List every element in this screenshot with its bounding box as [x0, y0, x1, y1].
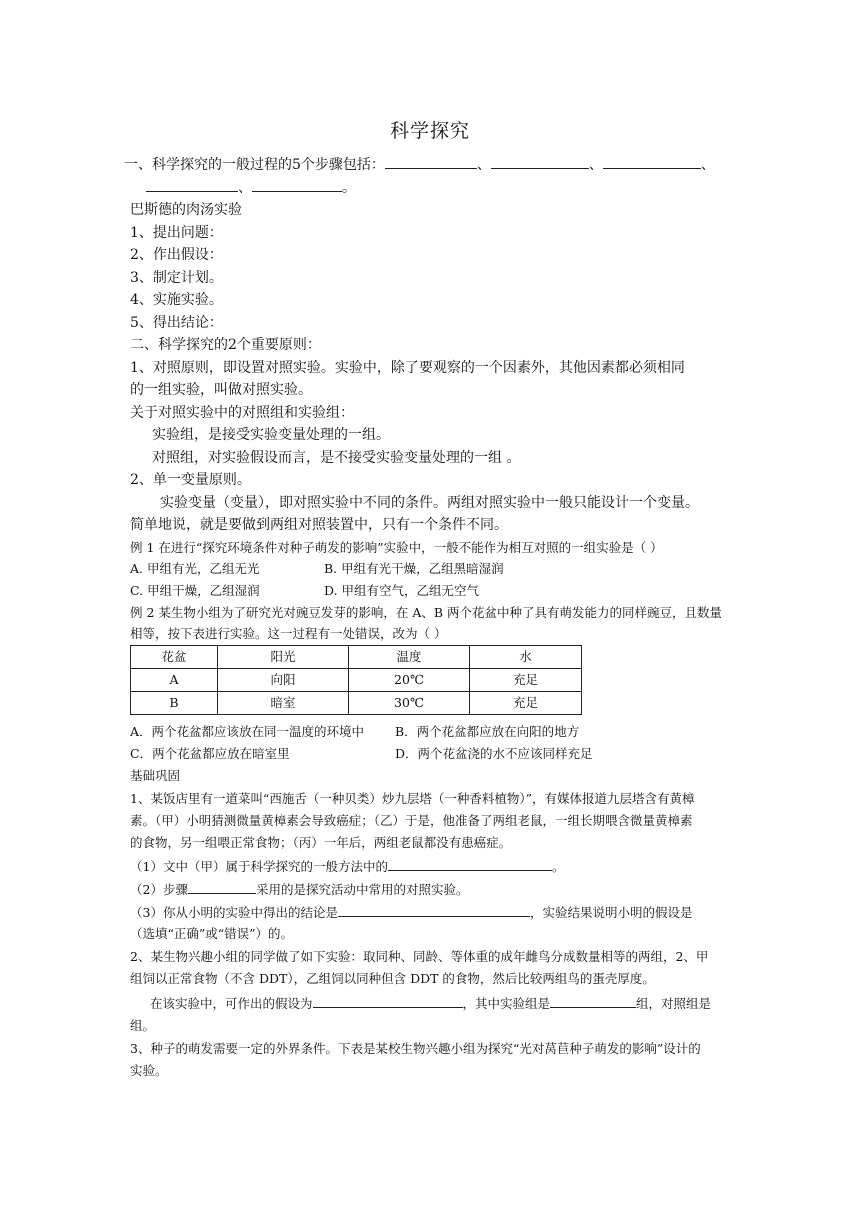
step-item: 1、提出问题：	[130, 225, 223, 241]
section2-paragraph: 简单地说，就是要做到两组对照装置中，只有一个条件不同。	[130, 517, 508, 533]
example2-question: 相等，按下表进行实验。这一过程有一处错误，改为（ ）	[130, 626, 447, 641]
section1-line2: 、 。	[146, 177, 356, 198]
example1-question: 例 1 在进行“探究环境条件对种子萌发的影响”实验中，一般不能作为相互对照的一组实验是（ ）	[130, 540, 663, 555]
answer-blank[interactable]	[313, 993, 463, 1008]
table-header: 温度	[349, 646, 470, 669]
question-2-answer-line: 在该实验中，可作出的假设为 ，其中实验组是 组，对照组是	[150, 993, 711, 1014]
section2-heading: 二、科学探究的2个重要原则：	[130, 337, 321, 353]
table-cell: B	[131, 692, 218, 715]
section2-paragraph: 实验组，是接受实验变量处理的一组。	[152, 427, 390, 443]
step-item: 2、作出假设：	[130, 247, 223, 263]
step-blank-4[interactable]	[146, 177, 238, 192]
question-2-text: 组饲以正常食物（不含 DDT），乙组饲以同种但含 DDT 的食物，然后比较两组鸟的蛋壳厚度。	[130, 971, 655, 986]
table-cell: 20℃	[349, 669, 470, 692]
example2-option-b: B．两个花盆都应放在向阳的地方	[395, 724, 580, 739]
experiment-table	[130, 645, 582, 715]
section1-line: 一、科学探究的一般过程的5个步骤包括： 、 、 、	[124, 154, 715, 175]
table-row	[131, 692, 582, 715]
step-item: 3、制定计划。	[130, 270, 223, 286]
answer-blank[interactable]	[388, 856, 552, 871]
example1-option-a: A. 甲组有光，乙组无光	[130, 561, 260, 576]
example2-option-c: C．两个花盆都应放在暗室里	[130, 746, 290, 761]
table-cell: 充足	[470, 692, 582, 715]
answer-blank[interactable]	[338, 902, 530, 917]
table-cell: 暗室	[218, 692, 349, 715]
example1-option-c: C. 甲组干燥，乙组湿润	[130, 583, 260, 598]
example1-option-b: B. 甲组有光干燥，乙组黑暗湿润	[324, 561, 504, 576]
section2-paragraph: 对照组，对实验假设而言，是不接受实验变量处理的一组 。	[152, 450, 521, 466]
question-1-sub-3-cont: （选填“正确”或“错误”）的。	[130, 926, 294, 941]
question-1-sub-2: （2）步骤 采用的是探究活动中常用的对照实验。	[130, 879, 468, 900]
example2-option-a: A．两个花盆都应该放在同一温度的环境中	[130, 724, 365, 739]
table-header-row	[131, 646, 582, 669]
question-3-text: 实验。	[130, 1063, 168, 1078]
question-1-text: 的食物，另一组喂正常食物；（丙）一年后，两组老鼠都没有患癌症。	[130, 835, 512, 850]
table-header: 阳光	[218, 646, 349, 669]
consolidate-heading: 基础巩固	[130, 768, 181, 783]
section2-paragraph: 1、对照原则，即设置对照实验。实验中，除了要观察的一个因素外，其他因素都必须相同	[130, 360, 685, 376]
page-title: 科学探究	[389, 120, 470, 142]
example1-option-d: D. 甲组有空气，乙组无空气	[324, 583, 480, 598]
question-1-text: 素。（甲）小明猜测微量黄樟素会导致癌症；（乙）于是，他准备了两组老鼠，一组长期喂含微量黄樟素	[130, 813, 693, 828]
table-cell: 向阳	[218, 669, 349, 692]
step-blank-3[interactable]	[603, 154, 701, 169]
experiment-name: 巴斯德的肉汤实验	[130, 202, 242, 218]
question-1-sub-1: （1）文中（甲）属于科学探究的一般方法中的 。	[130, 856, 564, 877]
step-blank-2[interactable]	[491, 154, 589, 169]
table-header: 花盆	[131, 646, 218, 669]
section2-paragraph: 的一组实验，叫做对照实验。	[130, 382, 312, 398]
table-cell: 充足	[470, 669, 582, 692]
step-item: 5、得出结论：	[130, 315, 223, 331]
step-item: 4、实施实验。	[130, 292, 223, 308]
question-1-text: 1、某饭店里有一道菜叫“西施舌（一种贝类）炒九层塔（一种香料植物）”，有媒体报道九层塔含有黄樟	[130, 791, 695, 806]
table-row	[131, 669, 582, 692]
table-header: 水	[470, 646, 582, 669]
question-2-text: 2、某生物兴趣小组的同学做了如下实验：取同种、同龄、等体重的成年雌鸟分成数量相等的两组，2、甲	[130, 949, 709, 964]
question-1-sub-3: （3）你从小明的实验中得出的结论是 ，实验结果说明小明的假设是	[130, 902, 692, 923]
section1-intro: 一、科学探究的一般过程的5个步骤包括：	[124, 157, 385, 173]
section2-paragraph: 关于对照实验中的对照组和实验组：	[130, 405, 354, 421]
example2-question: 例 2 某生物小组为了研究光对豌豆发芽的影响，在 A、B 两个花盆中种了具有萌发能力的同样豌豆，且数量	[130, 605, 723, 620]
example2-option-d: D．两个花盆浇的水不应该同样充足	[395, 746, 593, 761]
table-cell: 30℃	[349, 692, 470, 715]
step-blank-1[interactable]	[385, 154, 477, 169]
step-blank-5[interactable]	[252, 177, 342, 192]
table-cell: A	[131, 669, 218, 692]
answer-blank[interactable]	[188, 879, 256, 894]
section2-paragraph: 2、单一变量原则。	[130, 472, 251, 488]
question-3-text: 3、种子的萌发需要一定的外界条件。下表是某校生物兴趣小组为探究“光对莴苣种子萌发的影响”设计的	[130, 1041, 701, 1056]
answer-blank[interactable]	[550, 993, 636, 1008]
section2-paragraph: 实验变量（变量），即对照实验中不同的条件。两组对照实验中一般只能设计一个变量。	[160, 495, 699, 511]
question-2-text: 组。	[130, 1018, 156, 1033]
